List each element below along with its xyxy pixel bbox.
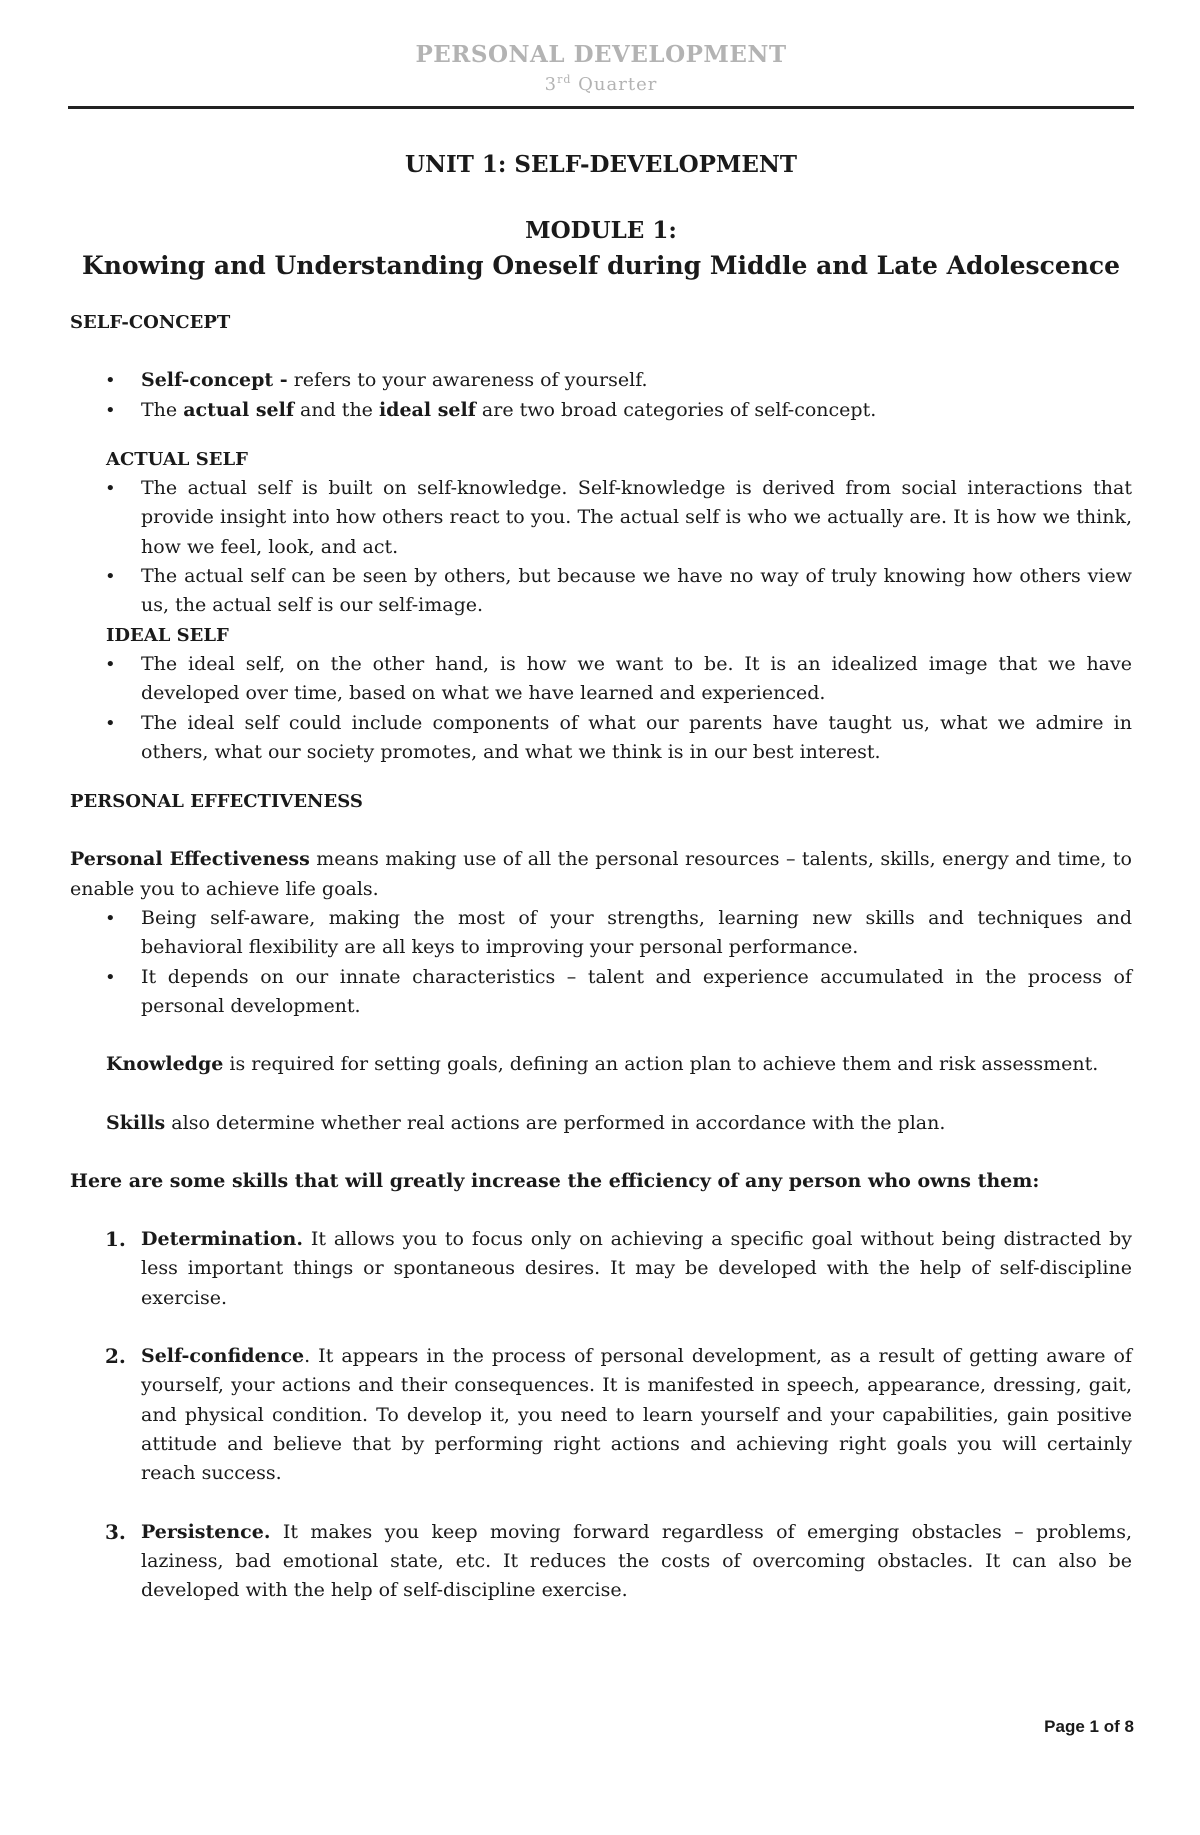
skill-description: It allows you to focus only on achieving a specific goal without being distracted by less important things or spontaneous desires. It may be developed with the help of self-discipline exercise.	[141, 1228, 1132, 1309]
definition-text: also determine whether real actions are performed in accordance with the plan.	[165, 1111, 946, 1134]
list-item: • The ideal self could include components of what our parents have taught us, what we admire in others, what our society promotes, and what we think is in our best interest.	[141, 709, 1132, 768]
list-item: • The ideal self, on the other hand, is how we want to be. It is an idealized image that we have developed over time, based on what we have learned and experienced.	[141, 650, 1132, 709]
unit-title: UNIT 1: SELF-DEVELOPMENT	[404, 151, 798, 178]
header-rule	[68, 106, 1134, 109]
text-fragment: and the	[294, 398, 379, 421]
skills-list	[70, 1518, 1132, 1606]
self-concept-heading: SELF-CONCEPT	[70, 312, 231, 333]
quarter-number: 3	[544, 74, 558, 95]
personal-effectiveness-intro	[70, 845, 1132, 904]
term-self-concept: Self-concept -	[141, 369, 288, 392]
page-content	[70, 148, 1132, 1605]
item-number: 3.	[105, 1519, 126, 1544]
definition-text: means making use of all the personal resources – talents, skills, energy and time, to enable you to achieve life goals.	[70, 848, 1132, 900]
skill-description: . It appears in the process of personal development, as a result of getting aware of yourself, your actions and their consequences. It is manifested in speech, appearance, dressing, gait, and physical condition. To develop it, you need to learn yourself and your capabilities, gain positive attitude and believe that by performing right actions and achieving right goals you will certainly reach success.	[141, 1345, 1132, 1485]
skill-description: It makes you keep moving forward regardless of emerging obstacles – problems, laziness, bad emotional state, etc. It reduces the costs of overcoming obstacles. It can also be developed with the help of self-discipline exercise.	[141, 1520, 1132, 1602]
skills-intro-text: Here are some skills that will greatly increase the efficiency of any person who owns them:	[70, 1169, 1040, 1192]
list-item	[105, 1518, 1132, 1606]
page-header	[68, 40, 1134, 95]
text-fragment: are two broad categories of self-concept.	[475, 398, 877, 421]
list-item: • It depends on our innate characteristics – talent and experience accumulated in the process of personal development.	[141, 963, 1132, 1022]
definition-text: refers to your awareness of yourself.	[287, 369, 648, 392]
module-title: MODULE 1:	[525, 217, 677, 244]
actual-self-list	[70, 474, 1132, 620]
definition-text: is required for setting goals, defining an action plan to achieve them and risk assessment.	[223, 1053, 1099, 1076]
term-ideal-self: ideal self	[378, 398, 476, 421]
list-item: • The actual self is built on self-knowledge. Self-knowledge is derived from social interactions that provide insight into how others react to you. The actual self is who we actually are. It is how we think, how we feel, look, and act.	[141, 474, 1132, 562]
list-item	[105, 1225, 1132, 1313]
ideal-self-list	[70, 650, 1132, 767]
term-personal-effectiveness: Personal Effectiveness	[70, 848, 310, 871]
skills-intro	[70, 1167, 1132, 1196]
quarter-suffix: rd	[557, 73, 572, 86]
actual-self-heading: ACTUAL SELF	[106, 448, 248, 470]
item-number: 2.	[105, 1344, 126, 1369]
knowledge-paragraph	[70, 1050, 1132, 1079]
page-total: 8	[1124, 1717, 1134, 1736]
skill-term: Determination.	[141, 1228, 303, 1251]
term-knowledge: Knowledge	[106, 1053, 224, 1076]
term-actual-self: actual self	[183, 398, 294, 421]
self-concept-list	[70, 366, 1132, 425]
list-item	[141, 396, 1132, 425]
list-item: • Being self-aware, making the most of your strengths, learning new skills and techniques and behavioral flexibility are all keys to improving your personal performance.	[141, 904, 1132, 963]
list-item	[105, 1342, 1132, 1488]
module-subtitle: Knowing and Understanding Oneself during Middle and Late Adolescence	[81, 251, 1121, 280]
skills-paragraph	[70, 1109, 1132, 1138]
page-word: Page	[1044, 1717, 1085, 1736]
term-skills: Skills	[106, 1111, 166, 1134]
skills-list	[70, 1342, 1132, 1488]
skill-term: Persistence.	[141, 1520, 271, 1543]
ideal-self-heading: IDEAL SELF	[106, 624, 229, 646]
header-quarter	[68, 70, 1134, 95]
quarter-word: Quarter	[578, 74, 658, 95]
list-item: • The actual self can be seen by others, but because we have no way of truly knowing how others view us, the actual self is our self-image.	[141, 562, 1132, 621]
page-number	[1044, 1717, 1134, 1737]
list-item	[141, 366, 1132, 395]
skill-term: Self-confidence	[141, 1345, 305, 1368]
personal-effectiveness-list	[70, 904, 1132, 1021]
of-word: of	[1103, 1717, 1120, 1736]
text-fragment: The	[141, 398, 184, 421]
skills-list	[70, 1225, 1132, 1313]
page-current: 1	[1089, 1717, 1100, 1736]
item-number: 1.	[105, 1227, 126, 1252]
personal-effectiveness-heading: PERSONAL EFFECTIVENESS	[70, 791, 363, 813]
header-title: PERSONAL DEVELOPMENT	[415, 41, 787, 68]
